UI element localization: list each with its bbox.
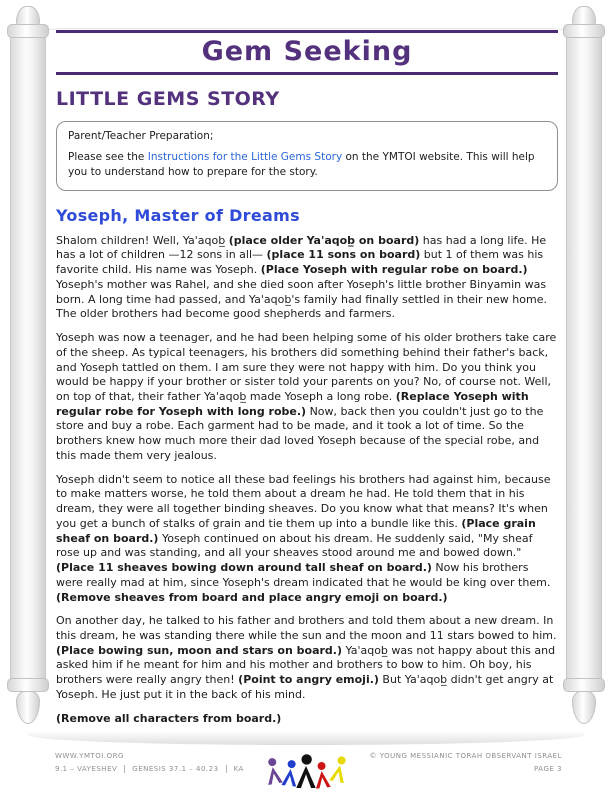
footer-right — [370, 750, 563, 777]
footer-left — [55, 750, 244, 777]
footer-lesson-line — [55, 763, 244, 776]
prep-box-heading: Parent/Teacher Preparation; — [68, 130, 214, 142]
story-paragraph-4: On another day, he talked to his father and brothers and told them about a new dream. In this dream, he was standing there while the sun and the moon and 11 stars bowed to him. (Place bowing sun, moon and stars on board.) Ya'aqob̲ was not happy about this and asked him if he meant for him and his mother and brothers to bow to him. Oh boy, his brothers were really angry then! (Point to angry emoji.) But Ya'aqob̲ didn't get angry at Yoseph. He just put it in the back of his mind. — [56, 614, 557, 701]
instructions-link[interactable]: Instructions for the Little Gems Story — [147, 151, 343, 164]
prep-box-body: Please see the Instructions for the Little Gems Story on the YMTOI website. This will help you to understand how to prepare for the story. — [68, 151, 535, 179]
scroll-collar-top-left — [7, 24, 49, 38]
footer-website: WWW.YMTOI.ORG — [55, 752, 124, 760]
section-title-little-gems-story: LITTLE GEMS STORY — [56, 88, 280, 110]
scroll-collar-top-right — [563, 24, 605, 38]
scroll-knob-bottom-right — [572, 690, 596, 724]
story-paragraph-1: Shalom children! Well, Ya'aqob̲ (place older Ya'aqob̲ on board) has had a long life. He has a lot of children —12 sons in all— (place 11 sons on board) but 1 of them was his favorite child. His name was Yoseph. (Place Yoseph with regular robe on board.) Yoseph's mother was Rahel, and she died soon after Yoseph's little brother Binyamin was born. A long time had passed, and Ya'aqob̲'s family had finally settled in their new home. The older brothers had become good shepherds and farmers. — [56, 233, 547, 321]
scroll-collar-bottom-left — [7, 678, 49, 692]
parent-teacher-preparation-box — [56, 121, 558, 191]
page-content — [56, 30, 558, 726]
footer-parashah: 9.1 – VAYESHEV — [55, 765, 118, 774]
footer-divider — [226, 765, 227, 773]
footer-scripture-ref: GENESIS 37.1 – 40.23 — [132, 765, 219, 774]
story-heading: Yoseph, Master of Dreams — [56, 205, 300, 225]
story-paragraph-5: (Remove all characters from board.) — [56, 711, 282, 725]
footer-page-number: PAGE 3 — [534, 765, 562, 774]
footer-divider — [124, 765, 125, 773]
title-block — [56, 30, 558, 75]
story-paragraph-3: Yoseph didn't seem to notice all these bad feelings his brothers had against him, because to make matters worse, he told them about a dream he had. He told them that in his dream, they were all together binding sheaves. Do you know what that means? It's when you get a bunch of stalks of grain and tie them up into a bundle like this. (Place grain sheaf on board.) Yoseph continued on about his dream. He suddenly said, "My sheaf rose up and was standing, and all your sheaves stood around me and bowed down." (Place 11 sheaves bowing down around tall sheaf on board.) Now his brothers were really mad at him, since Yoseph's dream indicated that he would be king over them. (Remove sheaves from board and place angry emoji on board.) — [56, 472, 551, 604]
scroll-rod-left — [10, 26, 46, 692]
page-title: Gem Seeking — [201, 36, 413, 67]
story-paragraph-2: Yoseph was now a teenager, and he had been helping some of his older brothers take care of the sheep. As typical teenagers, his brothers did something behind their father's back, and Yoseph tattled on them. I am sure they were not happy with him. Do you think you would be happy if your brother or sister told your parents on you? No, of course not. Well, on top of that, their father Ya'aqob̲ made Yoseph a long robe. (Replace Yoseph with regular robe for Yoseph with long robe.) Now, back then you couldn't just go to the store and buy a robe. Each garment had to be made, and it took a lot of time. So the brothers knew how much more their dad loved Yoseph because of the special robe, and this made them very jealous. — [56, 331, 557, 462]
scroll-rod-right — [566, 26, 602, 692]
footer-copyright: © YOUNG MESSIANIC TORAH OBSERVANT ISRAEL — [369, 752, 562, 760]
footer-lesson-code: KA — [233, 765, 244, 774]
page-footer — [55, 750, 562, 777]
scroll-collar-bottom-right — [563, 678, 605, 692]
